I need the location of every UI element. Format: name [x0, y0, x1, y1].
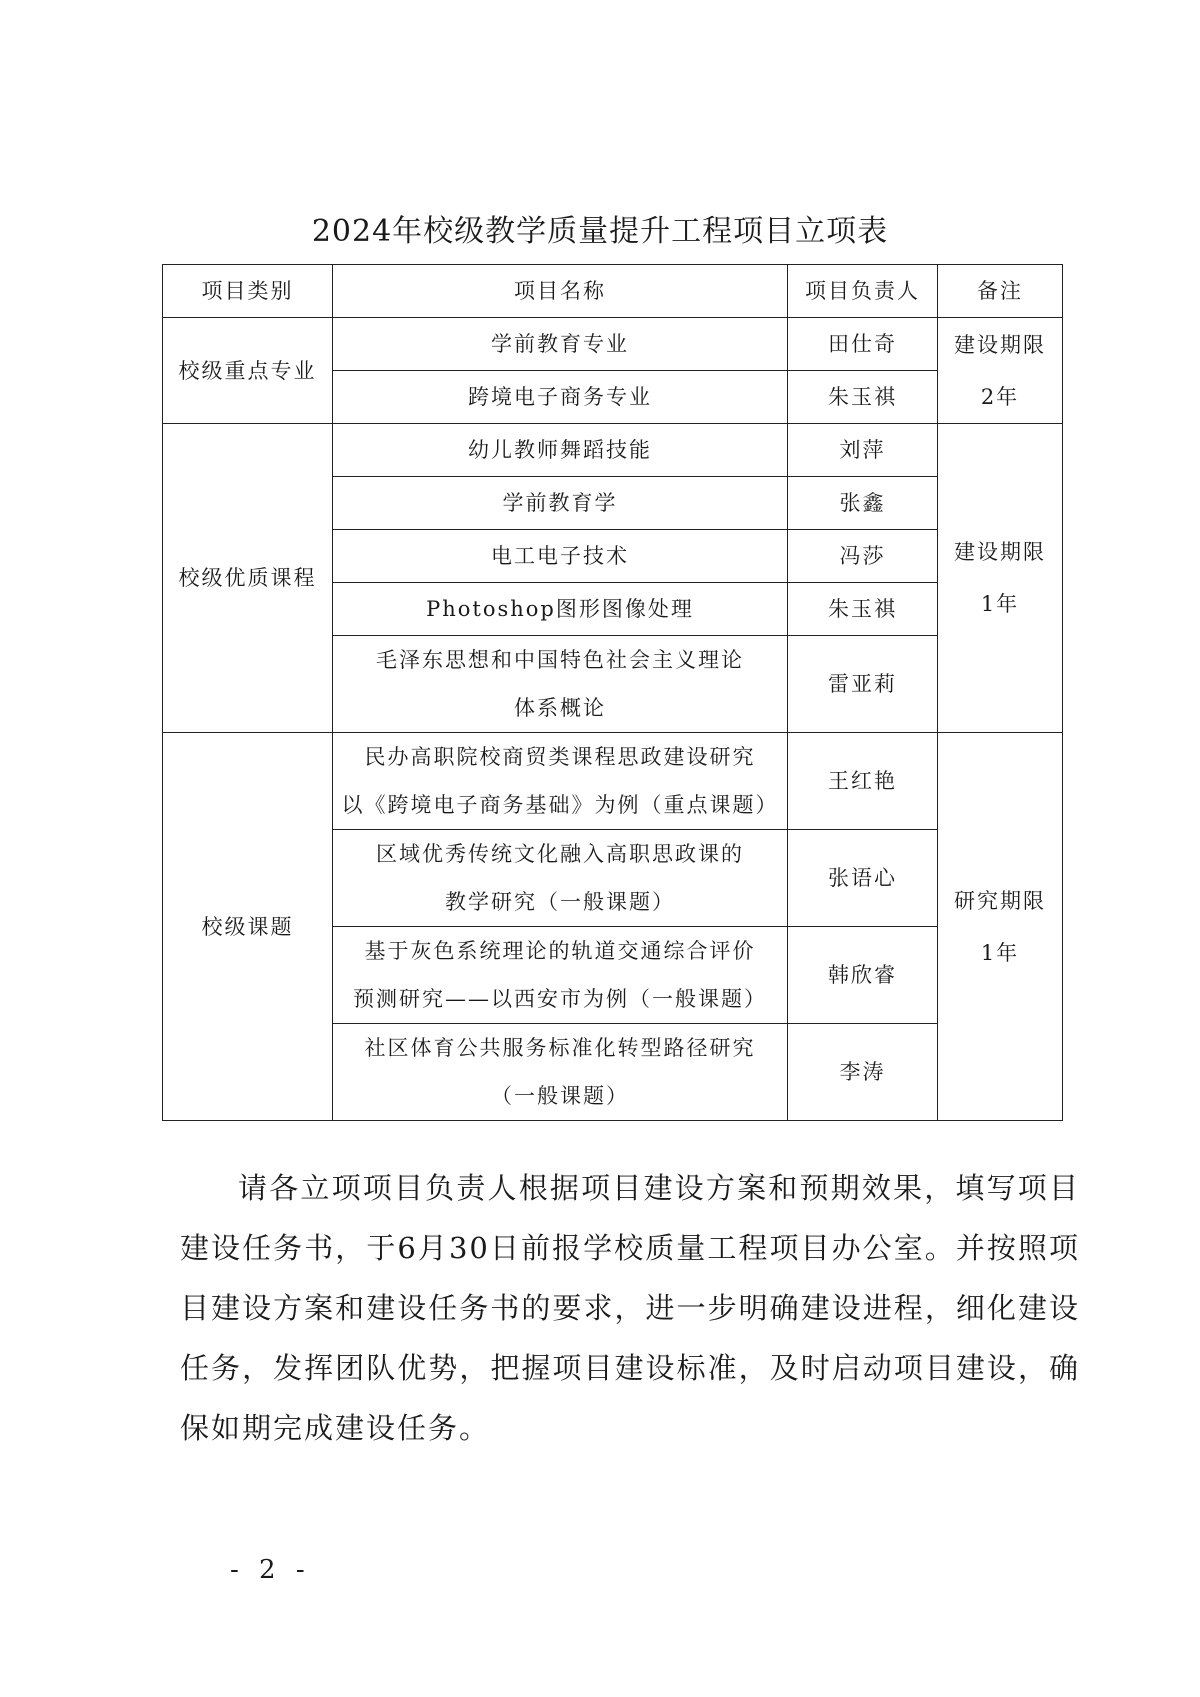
- leader-cell: 韩欣睿: [788, 927, 938, 1024]
- project-name-line: 毛泽东思想和中国特色社会主义理论: [376, 648, 744, 672]
- category-cell: 校级课题: [163, 733, 333, 1121]
- leader-cell: 刘萍: [788, 424, 938, 477]
- leader-cell: 朱玉祺: [788, 371, 938, 424]
- leader-cell: 雷亚莉: [788, 636, 938, 733]
- project-name-line: 基于灰色系统理论的轨道交通综合评价: [364, 939, 756, 963]
- leader-cell: 田仕奇: [788, 318, 938, 371]
- project-name-line: 民办高职院校商贸类课程思政建设研究: [364, 745, 756, 769]
- table-row: [163, 318, 1063, 371]
- project-name-line: 区域优秀传统文化融入高职思政课的: [376, 842, 744, 866]
- project-name-line: 学前教育学: [502, 491, 618, 515]
- instruction-paragraph: 请各立项项目负责人根据项目建设方案和预期效果，填写项目建设任务书，于6月30日前报学校质量工程项目办公室。并按照项目建设方案和建设任务书的要求，进一步明确建设进程，细化建设任务，发挥团队优势，把握项目建设标准，及时启动项目建设，确保如期完成建设任务。: [180, 1171, 1080, 1445]
- project-name-cell: [333, 1024, 788, 1121]
- project-name-cell: [333, 424, 788, 477]
- project-name-line: 学前教育专业: [491, 332, 629, 356]
- table-row: [163, 424, 1063, 477]
- project-table-body: [163, 265, 1063, 1121]
- project-name-line: 预测研究——以西安市为例（一般课题）: [353, 987, 767, 1011]
- project-name-line: 社区体育公共服务标准化转型路径研究: [364, 1036, 756, 1060]
- project-name-line: 跨境电子商务专业: [468, 385, 652, 409]
- header-note: 备注: [938, 265, 1063, 318]
- project-name-line: 教学研究（一般课题）: [445, 890, 675, 914]
- table-row: [163, 733, 1063, 830]
- project-name-cell: [333, 371, 788, 424]
- project-name-cell: [333, 927, 788, 1024]
- leader-cell: 朱玉祺: [788, 583, 938, 636]
- header-leader: 项目负责人: [788, 265, 938, 318]
- category-cell: 校级优质课程: [163, 424, 333, 733]
- project-name-line: 电工电子技术: [491, 544, 629, 568]
- note-line: 1年: [980, 940, 1020, 965]
- leader-cell: 冯莎: [788, 530, 938, 583]
- header-project-name: 项目名称: [333, 265, 788, 318]
- note-line: 2年: [980, 384, 1020, 409]
- project-name-line: 以《跨境电子商务基础》为例（重点课题）: [341, 793, 779, 817]
- page-number: - 2 -: [230, 1555, 311, 1585]
- project-name-cell: [333, 583, 788, 636]
- project-name-cell: [333, 830, 788, 927]
- project-name-line: 幼儿教师舞蹈技能: [468, 438, 652, 462]
- document-title: 2024年校级教学质量提升工程项目立项表: [311, 214, 889, 249]
- category-cell: 校级重点专业: [163, 318, 333, 424]
- note-line: 建设期限: [954, 332, 1046, 357]
- project-table: [162, 264, 1063, 1121]
- project-name-cell: [333, 636, 788, 733]
- project-name-line: 体系概论: [514, 696, 606, 720]
- note-cell: [938, 733, 1063, 1121]
- note-cell: [938, 424, 1063, 733]
- project-name-cell: [333, 530, 788, 583]
- leader-cell: 张鑫: [788, 477, 938, 530]
- leader-cell: 张语心: [788, 830, 938, 927]
- project-name-line: （一般课题）: [491, 1084, 629, 1108]
- note-line: 1年: [980, 592, 1020, 616]
- header-category: 项目类别: [163, 265, 333, 318]
- project-name-cell: [333, 318, 788, 371]
- note-cell: [938, 318, 1063, 424]
- note-line: 建设期限: [954, 540, 1046, 564]
- leader-cell: 李涛: [788, 1024, 938, 1121]
- project-name-cell: [333, 477, 788, 530]
- note-line: 研究期限: [954, 888, 1046, 913]
- project-name-line: Photoshop图形图像处理: [426, 597, 694, 621]
- leader-cell: 王红艳: [788, 733, 938, 830]
- project-name-cell: [333, 733, 788, 830]
- table-header-row: [163, 265, 1063, 318]
